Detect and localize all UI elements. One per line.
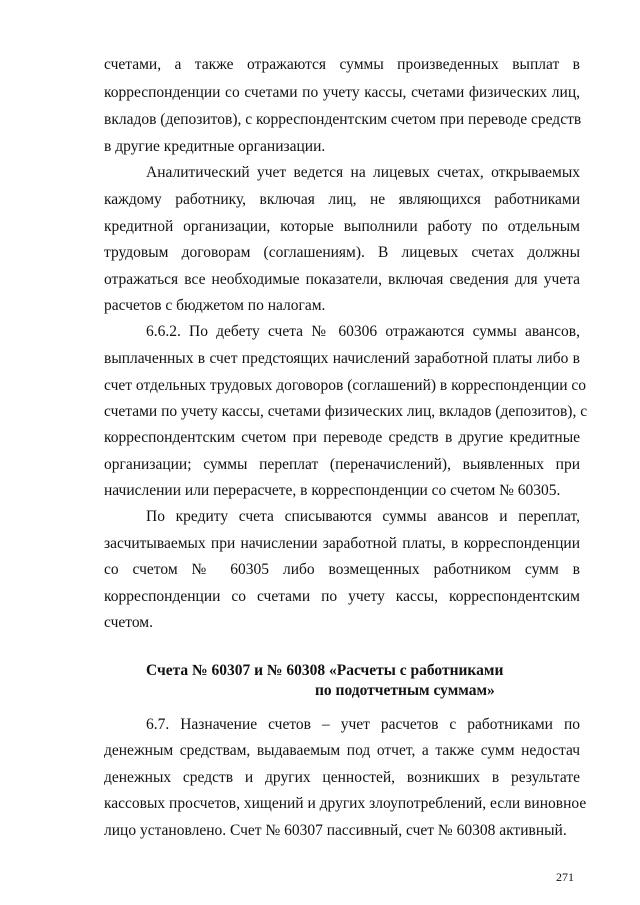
text-line: денежных средств и других ценностей, возникших в результате [104, 769, 580, 786]
text-line: выплаченных в счет предстоящих начислений заработной платы либо в [104, 350, 580, 367]
text-line: со счетом № 60305 либо возмещенных работником сумм в [104, 561, 580, 578]
text-line: счет отдельных трудовых договоров (соглашений) в корреспонденции со [104, 377, 587, 394]
text-line: корреспонденции со счетами по учету кассы, корреспондентским [104, 588, 580, 605]
text-line: трудовым договорам (соглашениям). В лицевых счетах должны [104, 244, 580, 261]
text-line: кредитной организации, которые выполнили работу по отдельным [104, 218, 580, 235]
text-line: счетами по учету кассы, счетами физических лиц, вкладов (депозитов), с [104, 403, 588, 420]
text-line: счетом. [104, 614, 153, 631]
section-heading-line-2: по подотчетным суммам» [315, 682, 495, 699]
text-line: организации; суммы переплат (переначислений), выявленных при [104, 456, 580, 473]
text-line: вкладов (депозитов), с корреспондентским счетом при переводе средств [104, 111, 582, 128]
text-line: кассовых просчетов, хищений и других злоупотреблений, если виновное [104, 795, 587, 812]
text-line: корреспонденции со счетами по учету кассы, счетами физических лиц, [104, 84, 580, 101]
text-line: денежным средствам, выдаваемым под отчет, а также сумм недостач [104, 742, 580, 759]
text-line: 6.7. Назначение счетов – учет расчетов с работниками по [146, 716, 580, 733]
page-number: 271 [556, 870, 574, 884]
text-line: каждому работнику, включая лиц, не являющихся работниками [104, 191, 580, 208]
text-line: Аналитический учет ведется на лицевых счетах, открываемых [146, 164, 580, 181]
text-line: в другие кредитные организации. [104, 138, 326, 155]
text-line: По кредиту счета списываются суммы авансов и переплат, [146, 508, 580, 525]
text-line: отражаться все необходимые показатели, включая сведения для учета [104, 271, 580, 288]
text-line: засчитываемых при начислении заработной платы, в корреспонденции [104, 535, 580, 552]
section-heading-line-1: Счета № 60307 и № 60308 «Расчеты с работниками [146, 662, 504, 679]
text-line: счетами, а также отражаются суммы произведенных выплат в [104, 56, 580, 73]
text-line: лицо установлено. Счет № 60307 пассивный, счет № 60308 активный. [104, 822, 567, 839]
text-line: корреспондентским счетом при переводе средств в другие кредитные [104, 429, 580, 446]
text-line: начислении или перерасчете, в корреспонденции со счетом № 60305. [104, 482, 561, 499]
text-line: расчетов с бюджетом по налогам. [104, 297, 326, 314]
text-line: 6.6.2. По дебету счета № 60306 отражаются суммы авансов, [146, 323, 580, 340]
